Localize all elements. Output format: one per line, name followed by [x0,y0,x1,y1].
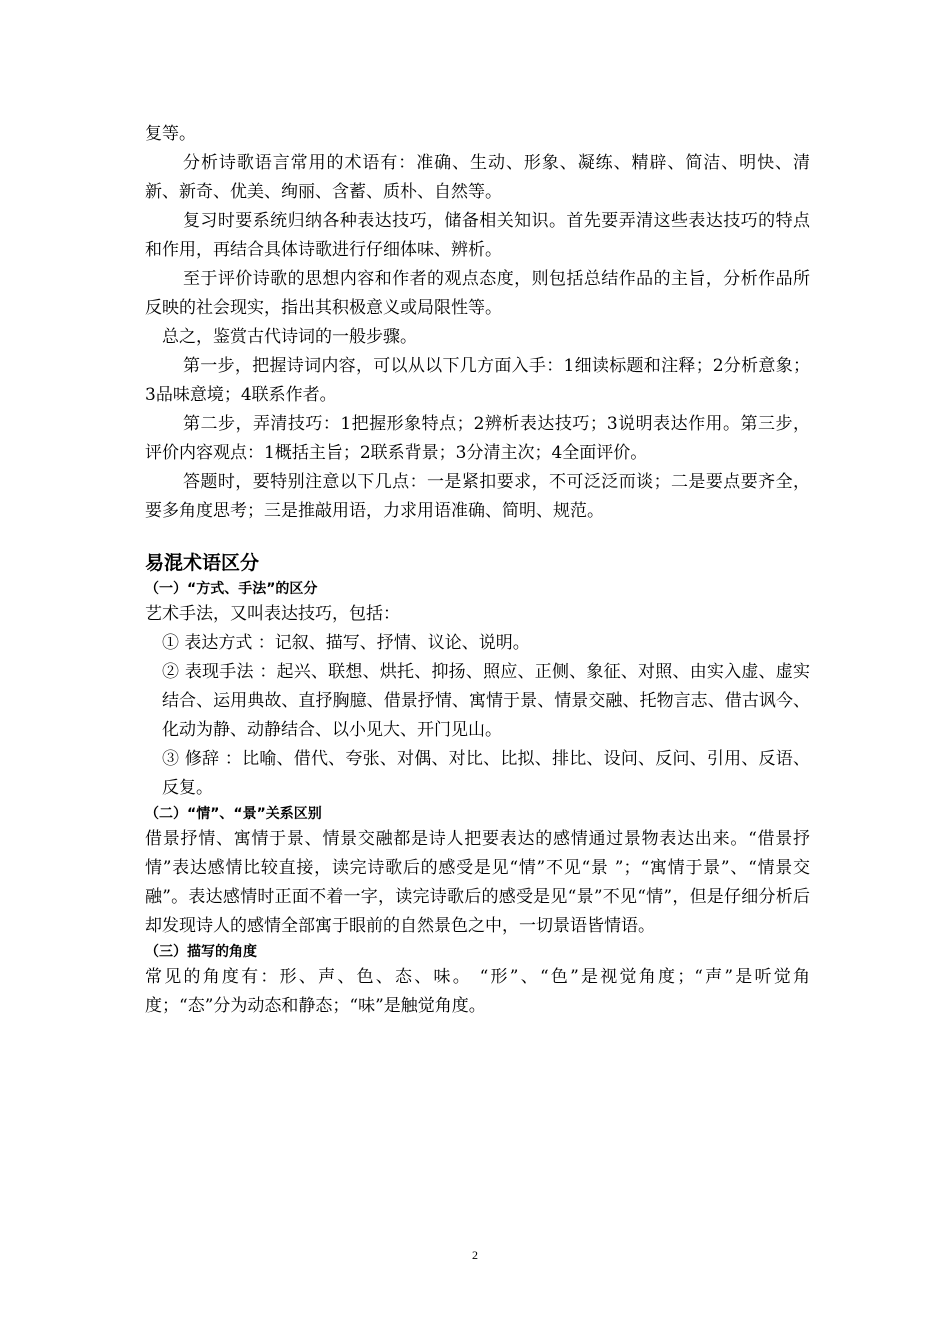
section-title: 易混术语区分 [145,552,260,574]
paragraph-description-angle: 常见的角度有：形、声、色、态、味。 “形”、“色”是视觉角度；“声”是听觉角度；“态”分为动态和静态；“味”是触觉角度。 [145,967,810,1016]
paragraph-review-techniques: 复习时要系统归纳各种表达技巧，储备相关知识。首先要弄清这些表达技巧的特点和作用，再结合具体诗歌进行仔细体味、辨析。 [145,211,810,260]
paragraph-step-two: 第二步，弄清技巧：1把握形象特点；2辨析表达技巧；3说明表达作用。第三步，评价内容观点：1概括主旨；2联系背景；3分清主次；4全面评价。 [145,414,810,463]
subsection-title-emotion-scenery: （二）“情”、“景”关系区别 [145,806,322,822]
paragraph-art-techniques-intro: 艺术手法，又叫表达技巧，包括： [145,604,400,624]
list-item-expression-modes: ① 表达方式 ：记叙、描写、抒情、议论、说明。 [162,633,530,653]
paragraph-evaluate-content: 至于评价诗歌的思想内容和作者的观点态度，则包括总结作品的主旨，分析作品所反映的社会现实，指出其积极意义或局限性等。 [145,269,810,318]
subsection-title-description-angle: （三）描写的角度 [145,944,257,960]
page-number: 2 [472,1248,478,1262]
paragraph-step-one: 第一步，把握诗词内容，可以从以下几方面入手：1细读标题和注释；2分析意象；3品味意境；4联系作者。 [145,356,810,405]
paragraph-poetry-terms: 分析诗歌语言常用的术语有：准确、生动、形象、凝练、精辟、简洁、明快、清新、新奇、优美、绚丽、含蓄、质朴、自然等。 [145,153,810,202]
page-content [145,120,810,1021]
paragraph-emotion-scenery: 借景抒情、寓情于景、情景交融都是诗人把要表达的感情通过景物表达出来。“借景抒情”表达感情比较直接，读完诗歌后的感受是见“情”不见“景 ”；“寓情于景”、“情景交融”。表达感情时正面不着一字，读完诗歌后的感受是见“景”不见“情”，但是仔细分析后却发现诗人的感情全部寓于眼前的自然景色之中，一切景语皆情语。 [145,829,810,936]
paragraph-summary: 总之，鉴赏古代诗词的一般步骤。 [162,327,417,347]
list-item-performance-techniques: ② 表现手法 ：起兴、联想、烘托、抑扬、照应、正侧、象征、对照、由实入虚、虚实结合、运用典故、直抒胸臆、借景抒情、寓情于景、情景交融、托物言志、借古讽今、化动为静、动静结合、以小见大、开门见山。 [162,662,810,740]
paragraph-answer-tips: 答题时，要特别注意以下几点：一是紧扣要求，不可泛泛而谈；二是要点要齐全，要多角度思考；三是推敲用语，力求用语准确、简明、规范。 [145,472,810,521]
list-item-rhetoric: ③ 修辞 ：比喻、借代、夸张、对偶、对比、比拟、排比、设问、反问、引用、反语、反复。 [162,749,810,798]
subsection-title-methods: （一）“方式、手法”的区分 [145,581,318,597]
paragraph-continuation: 复等。 [145,124,196,144]
